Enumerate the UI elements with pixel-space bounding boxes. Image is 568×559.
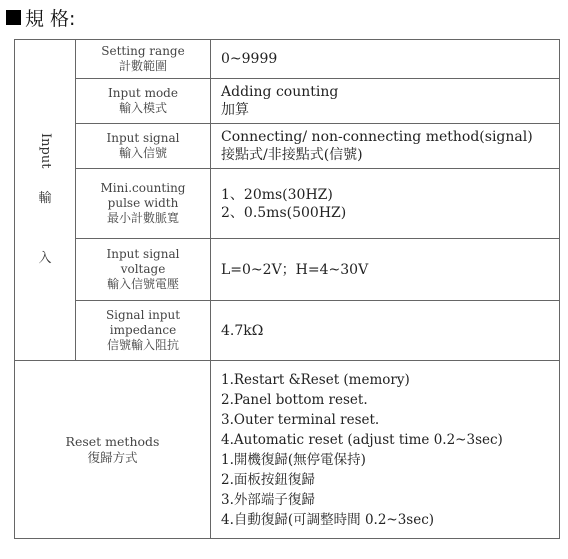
list-item: 1.開機復歸(無停電保持) [221,451,366,468]
label-zh: 復歸方式 [87,449,138,465]
value-line: 接點式/非接點式(信號) [221,147,363,163]
row-label-input-signal [76,124,211,169]
value-line: 加算 [221,102,249,118]
label-en: Input signal [106,131,180,145]
list-item: 1.Restart &Reset (memory) [221,371,410,388]
label-zh: 信號輸入阻抗 [106,338,179,352]
label-en: Input signal [106,247,180,261]
list-item: 2.面板按鈕復歸 [221,471,315,488]
list-item: 4.自動復歸(可調整時間 0.2~3sec) [221,511,435,528]
value-line: Connecting/ non-connecting method(signal) [221,129,533,145]
value-line: 2、0.5ms(500HZ) [221,204,347,221]
label-en: impedance [109,323,177,337]
input-group-zh2: 入 [38,250,52,266]
row-label-mini-counting [76,169,211,239]
label-en: Input mode [108,86,178,100]
table-row [15,79,560,124]
spec-table [14,39,560,539]
row-value-impedance [211,301,560,361]
list-item: 3.外部端子復歸 [221,491,315,508]
table-row [15,124,560,169]
label-zh: 輸入信號 [118,146,167,160]
row-value-input-mode [211,79,560,124]
table-row [15,169,560,239]
label-en: voltage [120,262,166,276]
label-en: Reset methods [65,433,160,449]
row-value-setting-range [211,40,560,79]
value-line: 1、20ms(30HZ) [221,186,333,203]
row-label-impedance [76,301,211,361]
label-en: Mini.counting [100,181,186,195]
label-en: pulse width [107,196,179,210]
table-row [15,301,560,361]
input-group-cell [15,40,76,361]
input-group-en: Input [38,133,53,169]
row-label-setting-range [76,40,211,79]
table-row [15,40,560,79]
reset-methods-label [15,361,211,539]
value-line: Adding counting [221,84,339,100]
value-line: L=0~2V；H=4~30V [221,261,369,278]
list-item: 3.Outer terminal reset. [221,411,380,428]
row-label-input-voltage [76,239,211,301]
row-value-mini-counting [211,169,560,239]
table-row [15,239,560,301]
label-zh: 最小計數脈寬 [106,211,179,225]
black-square-icon [6,10,21,25]
label-en: Setting range [101,44,185,58]
list-item: 4.Automatic reset (adjust time 0.2~3sec) [221,431,503,448]
label-en: Signal input [105,308,181,322]
list-item: 2.Panel bottom reset. [221,391,368,408]
label-zh: 輸入模式 [118,101,167,115]
section-heading-text: 規 格: [25,8,76,30]
label-zh: 輸入信號電壓 [106,277,179,291]
reset-methods-list [211,361,560,539]
section-heading [6,4,75,31]
value-line: 0~9999 [221,51,278,67]
label-zh: 計數範圍 [118,59,167,73]
row-label-input-mode [76,79,211,124]
value-line: 4.7kΩ [221,322,264,339]
input-group-zh1: 輸 [38,190,52,206]
row-value-input-signal [211,124,560,169]
table-row [15,361,560,539]
row-value-input-voltage [211,239,560,301]
